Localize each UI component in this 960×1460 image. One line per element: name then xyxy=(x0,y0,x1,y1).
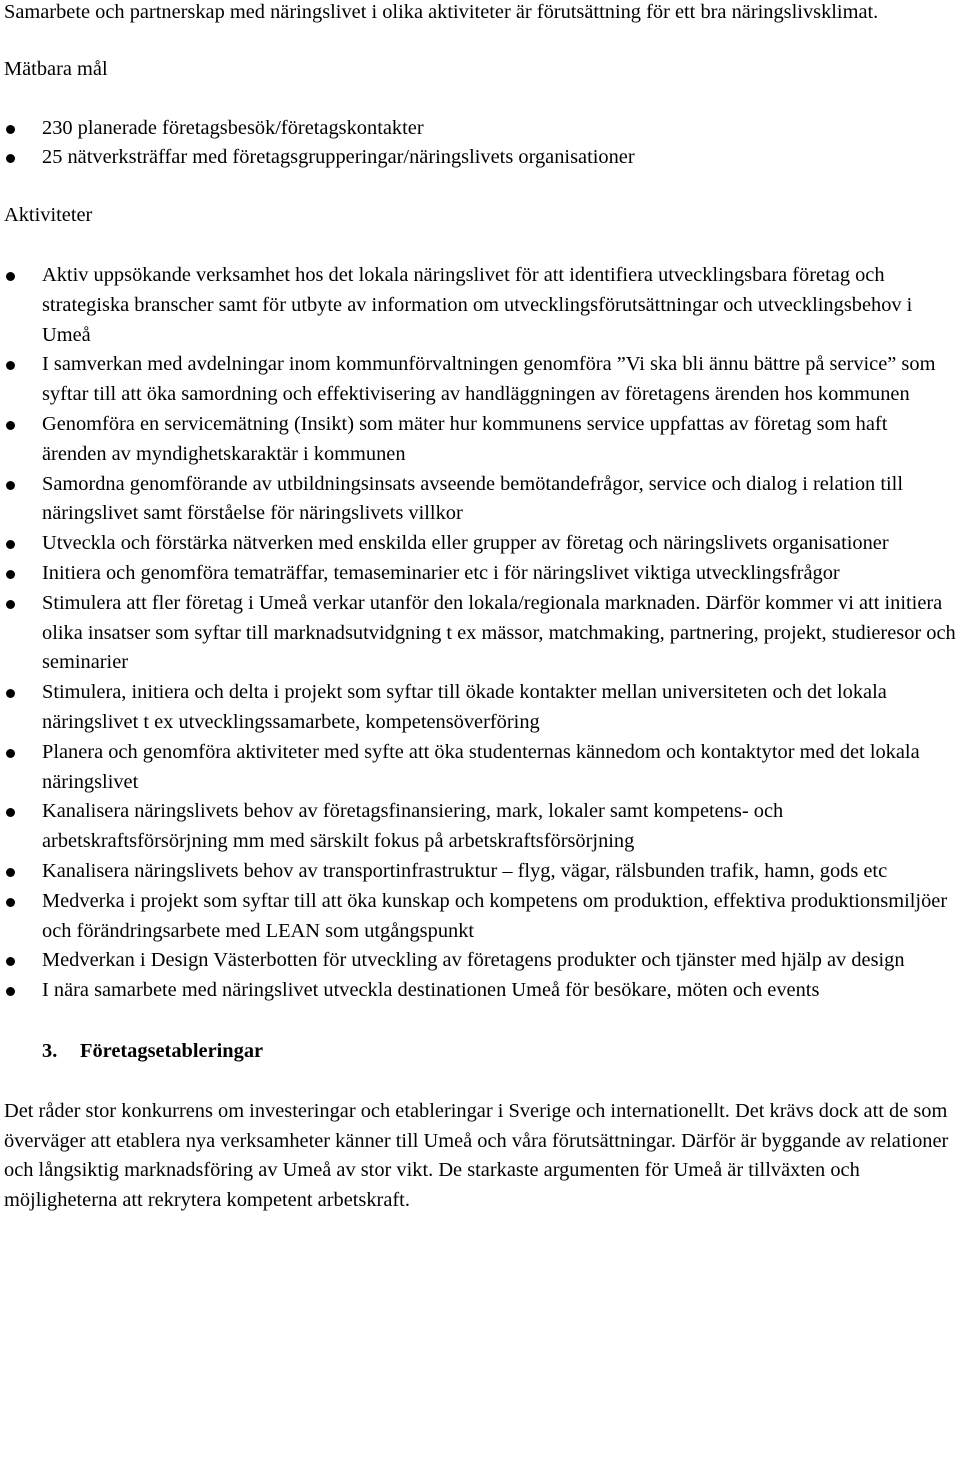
bullet-icon xyxy=(6,540,15,549)
list-item: Initiera och genomföra tematräffar, temaseminarier etc i för näringslivet viktiga utvecklingsfrågor xyxy=(4,559,956,589)
bullet-icon xyxy=(6,808,15,817)
bullet-icon xyxy=(6,898,15,907)
activities-list xyxy=(4,261,956,1006)
section-body-paragraph: Det råder stor konkurrens om investeringar och etableringar i Sverige och internationellt. Det krävs dock att de som överväger att etablera nya verksamheter känner till Umeå och våra förutsättningar. Därför är byggande av relationer och långsiktig marknadsföring av Umeå av stor vikt. De starkaste argumenten för Umeå är tillväxten och möjligheterna att rekrytera kompetent arbetskraft. xyxy=(4,1099,949,1212)
list-item: Aktiv uppsökande verksamhet hos det lokala näringslivet för att identifiera utvecklingsbara företag och strategiska branscher samt för utbyte av information om utvecklingsförutsättningar och utvecklingsbehov i Umeå xyxy=(4,261,956,350)
bullet-icon xyxy=(6,481,15,490)
list-item: Kanalisera näringslivets behov av företagsfinansiering, mark, lokaler samt kompetens- och arbetskraftsförsörjning mm med särskilt fokus på arbetskraftsförsörjning xyxy=(4,797,956,857)
list-item: Kanalisera näringslivets behov av transportinfrastruktur – flyg, vägar, rälsbunden trafik, hamn, gods etc xyxy=(4,857,956,887)
bullet-icon xyxy=(6,125,15,134)
list-item: Stimulera att fler företag i Umeå verkar utanför den lokala/regionala marknaden. Därför kommer vi att initiera olika insatser som syftar till marknadsutvidgning t ex mässor, matchmaking, partnering, projekt, studieresor och seminarier xyxy=(4,589,956,678)
section-title-text: Företagsetableringar xyxy=(80,1039,264,1062)
list-item: Stimulera, initiera och delta i projekt som syftar till ökade kontakter mellan universiteten och det lokala näringslivet t ex utvecklingssamarbete, kompetensöverföring xyxy=(4,678,956,738)
list-item: Medverkan i Design Västerbotten för utveckling av företagens produkter och tjänster med hjälp av design xyxy=(4,946,956,976)
list-item: Medverka i projekt som syftar till att öka kunskap och kompetens om produktion, effektiva produktionsmiljöer och förändringsarbete med LEAN som utgångspunkt xyxy=(4,887,956,947)
bullet-icon xyxy=(6,154,15,163)
document-page xyxy=(4,0,956,1216)
bullet-icon xyxy=(6,868,15,877)
list-item: I samverkan med avdelningar inom kommunförvaltningen genomföra ”Vi ska bli ännu bättre på service” som syftar till att öka samordning och effektivisering av handläggningen av företagens ärenden hos kommunen xyxy=(4,350,956,410)
section-number: 3. xyxy=(42,1039,58,1062)
activities-heading: Aktiviteter xyxy=(4,204,93,227)
list-item: 230 planerade företagsbesök/företagskontakter xyxy=(4,114,956,144)
bullet-icon xyxy=(6,987,15,996)
list-item: Genomföra en servicemätning (Insikt) som mäter hur kommunens service uppfattas av företag som haft ärenden av myndighetskaraktär i kommunen xyxy=(4,410,956,470)
bullet-icon xyxy=(6,689,15,698)
bullet-icon xyxy=(6,570,15,579)
goals-heading: Mätbara mål xyxy=(4,57,108,80)
list-item: Planera och genomföra aktiviteter med syfte att öka studenternas kännedom och kontaktytor med det lokala näringslivet xyxy=(4,738,956,798)
bullet-icon xyxy=(6,600,15,609)
bullet-icon xyxy=(6,957,15,966)
section-title xyxy=(4,1037,956,1067)
list-item: 25 nätverksträffar med företagsgrupperingar/näringslivets organisationer xyxy=(4,143,956,173)
bullet-icon xyxy=(6,361,15,370)
bullet-icon xyxy=(6,421,15,430)
intro-paragraph: Samarbete och partnerskap med näringslivet i olika aktiviteter är förutsättning för ett bra näringslivsklimat. xyxy=(4,1,879,23)
bullet-icon xyxy=(6,272,15,281)
bullet-icon xyxy=(6,749,15,758)
list-item: Samordna genomförande av utbildningsinsats avseende bemötandefrågor, service och dialog i relation till näringslivet samt förståelse för näringslivets villkor xyxy=(4,470,956,530)
goals-list xyxy=(4,114,956,174)
list-item: I nära samarbete med näringslivet utveckla destinationen Umeå för besökare, möten och events xyxy=(4,976,956,1006)
list-item: Utveckla och förstärka nätverken med enskilda eller grupper av företag och näringslivets organisationer xyxy=(4,529,956,559)
